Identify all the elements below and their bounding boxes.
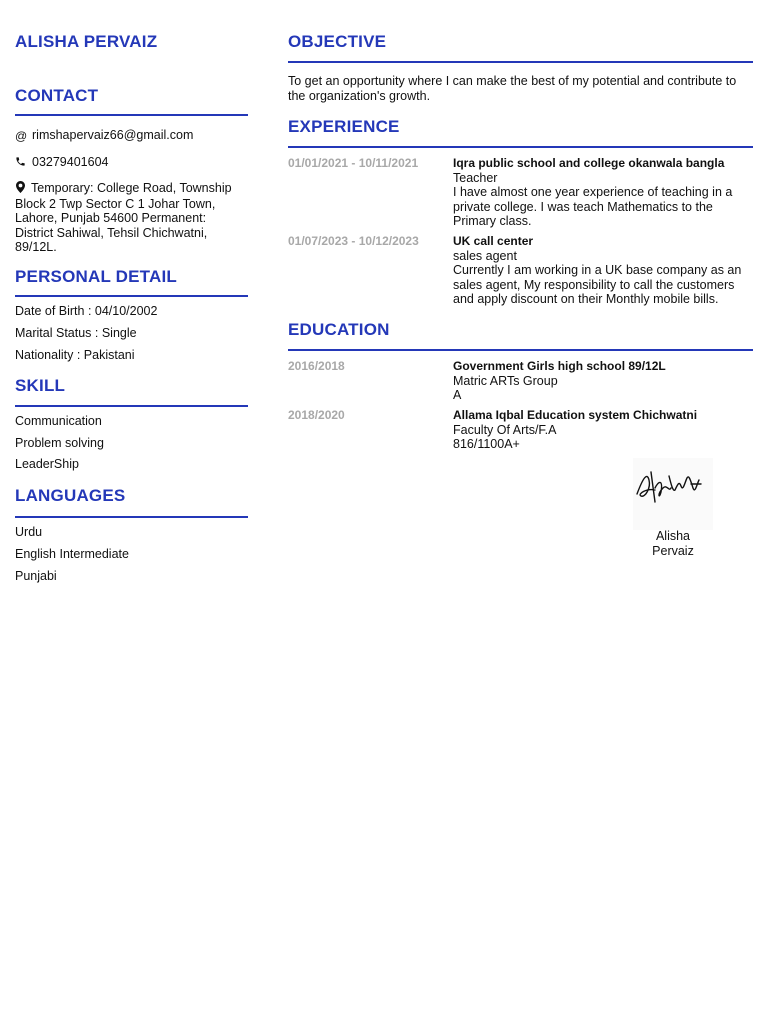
education-result: A <box>453 388 462 402</box>
experience-rule <box>288 146 753 148</box>
experience-role: Teacher <box>453 170 498 185</box>
phone-icon <box>15 156 29 171</box>
education-school: Allama Iqbal Education system Chichwatni <box>453 408 698 422</box>
contact-address-row <box>15 181 247 255</box>
education-result: 816/1100A+ <box>453 437 520 451</box>
education-program: Faculty Of Arts/F.A <box>453 422 557 437</box>
language-item: English Intermediate <box>15 547 129 561</box>
skill-item: Problem solving <box>15 436 104 450</box>
contact-email: rimshapervaiz66@gmail.com <box>32 128 194 142</box>
signature-name <box>633 529 713 558</box>
contact-address: Temporary: College Road, Township Block 2 Twp Sector C 1 Johar Town, Lahore, Punjab 54600 Permanent: District Sahiwal, Tehsil Chichwatni, 89/12L. <box>15 181 232 254</box>
experience-org: UK call center <box>453 234 534 248</box>
education-entry <box>453 359 753 403</box>
experience-heading: EXPERIENCE <box>288 117 400 136</box>
contact-phone: 03279401604 <box>32 155 109 169</box>
personal-dob: Date of Birth : 04/10/2002 <box>15 304 158 318</box>
contact-phone-row <box>15 155 250 171</box>
contact-email-row <box>15 128 250 144</box>
skill-rule <box>15 405 248 407</box>
personal-rule <box>15 295 248 297</box>
skill-item: LeaderShip <box>15 457 79 471</box>
resume-name: ALISHA PERVAIZ <box>15 32 158 51</box>
education-entry <box>453 408 753 452</box>
location-pin-icon <box>16 181 28 197</box>
education-date: 2018/2020 <box>288 408 345 422</box>
experience-date: 01/07/2023 - 10/12/2023 <box>288 234 419 248</box>
at-icon: @ <box>15 129 28 143</box>
skill-heading: SKILL <box>15 376 66 395</box>
contact-rule <box>15 114 248 116</box>
objective-text: To get an opportunity where I can make the best of my potential and contribute to the organization's growth. <box>288 74 737 103</box>
languages-rule <box>15 516 248 518</box>
experience-org: Iqra public school and college okanwala bangla <box>453 156 725 170</box>
experience-desc: I have almost one year experience of teaching in a private college. I was teach Mathematics to the Primary class. <box>453 185 733 228</box>
signature-image <box>633 458 713 530</box>
education-program: Matric ARTs Group <box>453 373 558 388</box>
experience-entry <box>453 234 753 307</box>
education-rule <box>288 349 753 351</box>
languages-heading: LANGUAGES <box>15 486 126 505</box>
personal-heading: PERSONAL DETAIL <box>15 267 177 286</box>
education-heading: EDUCATION <box>288 320 390 339</box>
signature-last-name: Pervaiz <box>652 543 694 558</box>
language-item: Urdu <box>15 525 43 539</box>
experience-entry <box>453 156 753 229</box>
personal-nationality: Nationality : Pakistani <box>15 348 135 362</box>
signature-first-name: Alisha <box>655 529 691 543</box>
skill-item: Communication <box>15 414 102 428</box>
signature-icon <box>633 458 713 518</box>
experience-desc: Currently I am working in a UK base company as an sales agent, My responsibility to call the customers and apply discount on their Monthly mobile bills. <box>453 263 742 306</box>
objective-rule <box>288 61 753 63</box>
contact-heading: CONTACT <box>15 86 99 105</box>
experience-date: 01/01/2021 - 10/11/2021 <box>288 156 419 170</box>
education-school: Government Girls high school 89/12L <box>453 359 666 373</box>
experience-role: sales agent <box>453 248 517 263</box>
personal-marital: Marital Status : Single <box>15 326 137 340</box>
objective-heading: OBJECTIVE <box>288 32 387 51</box>
education-date: 2016/2018 <box>288 359 345 373</box>
language-item: Punjabi <box>15 569 57 583</box>
